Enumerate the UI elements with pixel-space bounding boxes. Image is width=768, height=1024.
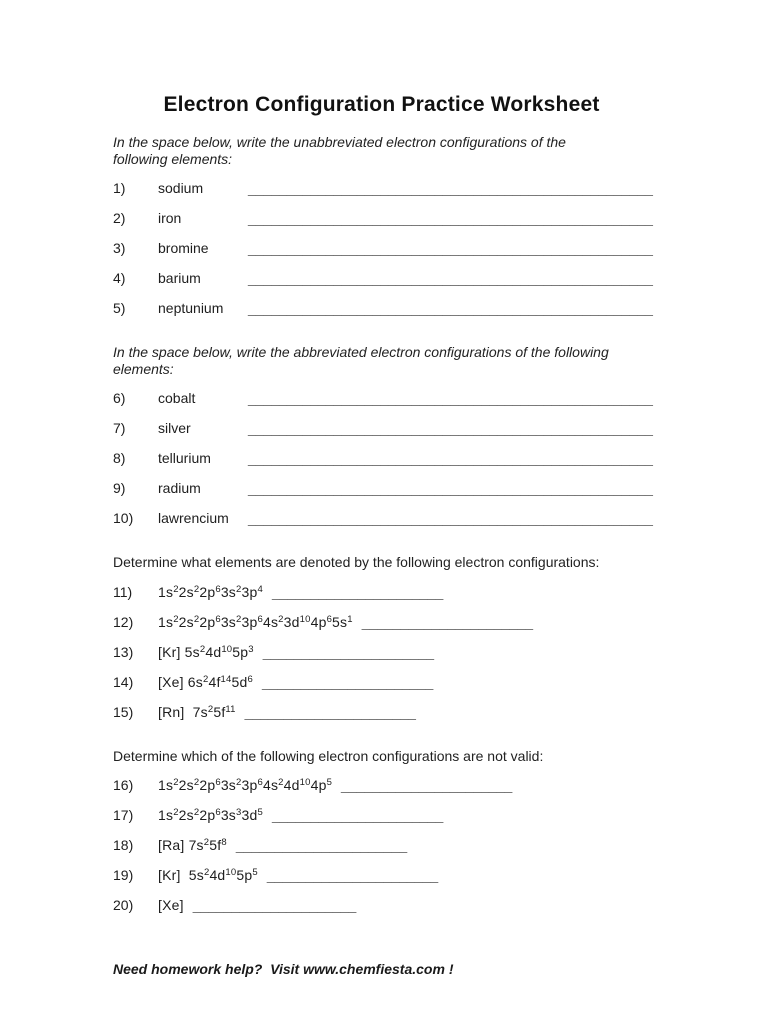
worksheet-section	[113, 344, 673, 540]
footer-note: Need homework help? Visit www.chemfiesta.com !	[113, 961, 454, 977]
item-number: 4)	[113, 270, 126, 286]
answer-blank: ____________________________________________________	[248, 420, 653, 436]
item-number: 9)	[113, 480, 126, 496]
element-name: silver	[158, 420, 191, 436]
answer-blank: ____________________________________________________	[248, 240, 653, 256]
element-name: cobalt	[158, 390, 196, 406]
item-number: 13)	[113, 643, 134, 660]
item-row	[113, 210, 673, 240]
item-row	[113, 704, 673, 734]
element-name: lawrencium	[158, 510, 229, 526]
section-instructions: Determine which of the following electron configurations are not valid:	[113, 747, 544, 764]
item-row	[113, 777, 673, 807]
item-row	[113, 867, 673, 897]
element-name: radium	[158, 480, 201, 496]
item-number: 16)	[113, 777, 134, 793]
answer-blank: ____________________________________________________	[248, 390, 653, 406]
item-row	[113, 180, 673, 210]
electron-config: [Xe] $6s^24f^{14}5d^6$	[158, 673, 253, 690]
item-row	[113, 837, 673, 867]
worksheet-sections	[113, 134, 673, 927]
electron-config: [Ra] $7s^25f^8$	[158, 837, 227, 853]
element-name: iron	[158, 210, 182, 226]
answer-blank: ______________________	[244, 703, 416, 720]
item-row	[113, 510, 673, 540]
page-title: Electron Configuration Practice Worksheet	[163, 93, 600, 116]
item-number: 7)	[113, 420, 126, 436]
item-row	[113, 270, 673, 300]
item-number: 3)	[113, 240, 126, 256]
item-row	[113, 807, 673, 837]
item-number: 17)	[113, 807, 134, 823]
item-number: 14)	[113, 673, 134, 690]
element-name: barium	[158, 270, 201, 286]
item-row	[113, 450, 673, 480]
element-name: bromine	[158, 240, 209, 256]
item-row	[113, 420, 673, 450]
item-row	[113, 240, 673, 270]
electron-config: $1s^22s^22p^63s^33d^5$	[158, 807, 263, 823]
electron-config: [Xe]	[158, 897, 184, 913]
answer-blank: ____________________________________________________	[248, 450, 653, 466]
element-name: neptunium	[158, 300, 224, 316]
answer-blank: ____________________________________________________	[248, 480, 653, 496]
electron-config: [Kr] $5s^24d^{10}5p^3$	[158, 643, 254, 660]
answer-blank: ______________________	[271, 583, 444, 600]
item-row	[113, 897, 673, 927]
section-instructions: Determine what elements are denoted by the following electron configurations:	[113, 554, 600, 570]
electron-config: $1s^22s^22p^63s^23p^64s^24d^{10}4p^5$	[158, 777, 333, 793]
answer-blank: ______________________	[261, 673, 434, 690]
answer-blank: ____________________________________________________	[248, 300, 653, 316]
answer-blank: ______________________	[271, 807, 444, 823]
item-number: 1)	[113, 180, 126, 196]
item-number: 11)	[113, 583, 133, 600]
worksheet-section	[113, 748, 673, 928]
item-number: 15)	[113, 703, 134, 720]
answer-blank: ______________________	[266, 867, 439, 883]
item-number: 20)	[113, 897, 134, 913]
item-number: 8)	[113, 450, 126, 466]
electron-config: [Rn] $7s^25f^{11}$	[158, 703, 236, 720]
item-number: 5)	[113, 300, 126, 316]
answer-blank: ______________________	[262, 643, 435, 660]
worksheet-section	[113, 554, 673, 734]
item-row	[113, 674, 673, 704]
answer-blank: ______________________	[341, 777, 513, 793]
answer-blank: ____________________________________________________	[248, 210, 653, 226]
item-row	[113, 584, 673, 614]
element-name: sodium	[158, 180, 204, 196]
item-row	[113, 480, 673, 510]
answer-blank: _____________________	[192, 897, 357, 913]
section-instructions: In the space below, write the unabbreviated electron configurations of the following elements:	[113, 134, 566, 167]
item-number: 19)	[113, 867, 134, 883]
answer-blank: ______________________	[235, 837, 408, 853]
worksheet-section	[113, 134, 673, 330]
answer-blank: ____________________________________________________	[248, 180, 653, 196]
item-number: 6)	[113, 390, 126, 406]
item-row	[113, 390, 673, 420]
answer-blank: ____________________________________________________	[248, 270, 653, 286]
item-row	[113, 644, 673, 674]
electron-config: $1s^22s^22p^63s^23p^64s^23d^{10}4p^65s^1$	[158, 613, 353, 630]
electron-config: [Kr] $5s^24d^{10}5p^5$	[158, 867, 258, 883]
item-row	[113, 614, 673, 644]
element-name: tellurium	[158, 450, 211, 466]
answer-blank: ____________________________________________________	[248, 510, 653, 526]
item-number: 10)	[113, 510, 134, 526]
answer-blank: ______________________	[361, 613, 534, 630]
item-number: 2)	[113, 210, 126, 226]
item-number: 12)	[113, 613, 134, 630]
item-row	[113, 300, 673, 330]
electron-config: $1s^22s^22p^63s^23p^4$	[158, 583, 263, 600]
section-instructions: In the space below, write the abbreviated electron configurations of the following elements:	[113, 344, 609, 377]
item-number: 18)	[113, 837, 134, 853]
